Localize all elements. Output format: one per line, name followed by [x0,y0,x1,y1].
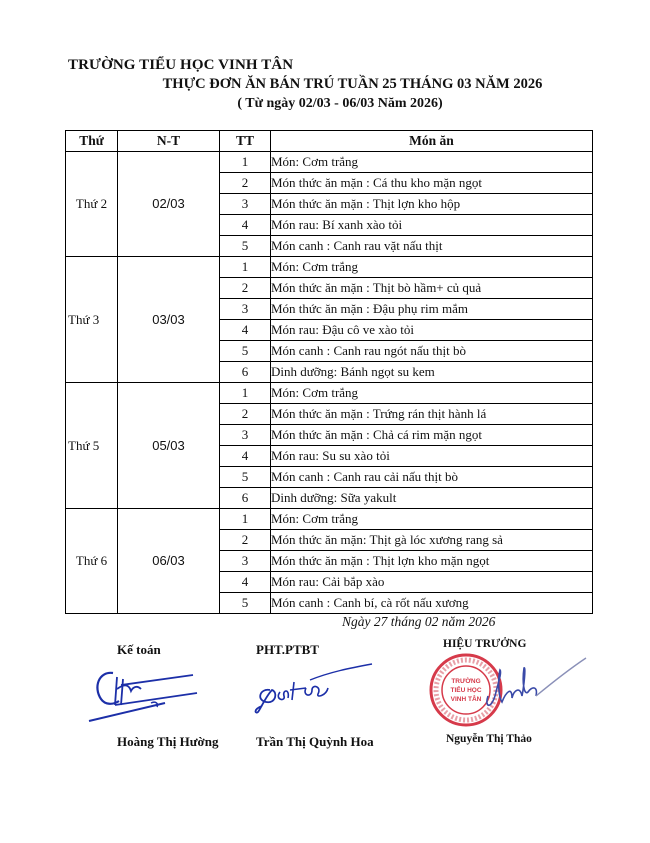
svg-text:VINH TÂN: VINH TÂN [450,696,482,703]
dish-cell: Món rau: Bí xanh xào tỏi [271,215,593,236]
item-number: 4 [220,572,271,593]
dish-cell: Món rau: Đậu cô ve xào tỏi [271,320,593,341]
svg-text:TRƯỜNG: TRƯỜNG [451,678,481,685]
dish-cell: Món: Cơm trắng [271,509,593,530]
table-row [66,257,593,278]
dish-cell: Món canh : Canh rau ngót nấu thịt bò [271,341,593,362]
day-cell: Thứ 3 [66,257,118,383]
table-row [66,383,593,404]
dish-cell: Món thức ăn mặn : Đậu phụ rim mắm [271,299,593,320]
date-cell: 02/03 [118,152,220,257]
school-name: TRƯỜNG TIỂU HỌC VINH TÂN [68,57,294,73]
col-header-tt: TT [220,131,271,152]
day-cell: Thứ 6 [66,509,118,614]
item-number: 6 [220,362,271,383]
dish-cell: Món: Cơm trắng [271,383,593,404]
table-row [66,509,593,530]
dish-cell: Món thức ăn mặn : Trứng rán thịt hành lá [271,404,593,425]
day-cell: Thứ 2 [66,152,118,257]
signer-title-vice-principal: PHT.PTBT [256,642,319,657]
signer-title-accountant: Kế toán [117,642,161,657]
dish-cell: Món thức ăn mặn : Thịt bò hầm+ củ quả [271,278,593,299]
col-header-nt: N-T [118,131,220,152]
menu-title: THỰC ĐƠN ĂN BÁN TRÚ TUẦN 25 THÁNG 03 NĂM 2026 [162,76,543,92]
dish-cell: Món thức ăn mặn : Thịt lợn kho hộp [271,194,593,215]
dish-cell: Món canh : Canh bí, cà rốt nấu xương [271,593,593,614]
dish-cell: Món thức ăn mặn : Cá thu kho mặn ngọt [271,173,593,194]
dish-cell: Món: Cơm trắng [271,152,593,173]
signer-name-principal: Nguyễn Thị Thảo [446,733,532,745]
item-number: 5 [220,341,271,362]
item-number: 1 [220,257,271,278]
date-cell: 06/03 [118,509,220,614]
signer-name-vice-principal: Trần Thị Quỳnh Hoa [256,734,374,749]
dish-cell: Món thức ăn mặn : Chả cá rim mặn ngọt [271,425,593,446]
item-number: 2 [220,404,271,425]
item-number: 5 [220,467,271,488]
item-number: 1 [220,152,271,173]
dish-cell: Món rau: Su su xào tỏi [271,446,593,467]
table-header-row [66,131,593,152]
dish-cell: Món thức ăn mặn: Thịt gà lóc xương rang sả [271,530,593,551]
signer-name-accountant: Hoàng Thị Hường [117,734,219,749]
dish-cell: Món: Cơm trắng [271,257,593,278]
date-range: ( Từ ngày 02/03 - 06/03 Năm 2026) [237,96,443,111]
item-number: 4 [220,320,271,341]
item-number: 2 [220,530,271,551]
item-number: 4 [220,446,271,467]
dish-cell: Món canh : Canh rau cải nấu thịt bò [271,467,593,488]
item-number: 6 [220,488,271,509]
item-number: 5 [220,236,271,257]
menu-table [65,130,593,614]
date-cell: 05/03 [118,383,220,509]
signing-date: Ngày 27 tháng 02 năm 2026 [342,614,496,629]
item-number: 1 [220,509,271,530]
col-header-thu: Thứ [66,131,118,152]
day-cell: Thứ 5 [66,383,118,509]
date-cell: 03/03 [118,257,220,383]
item-number: 3 [220,425,271,446]
signer-title-principal: HIỆU TRƯỞNG [443,638,527,650]
item-number: 3 [220,194,271,215]
item-number: 4 [220,215,271,236]
item-number: 3 [220,551,271,572]
official-stamp-icon [428,652,588,732]
dish-cell: Dinh dưỡng: Sữa yakult [271,488,593,509]
item-number: 2 [220,173,271,194]
dish-cell: Dinh dưỡng: Bánh ngọt su kem [271,362,593,383]
table-row [66,152,593,173]
item-number: 2 [220,278,271,299]
item-number: 3 [220,299,271,320]
col-header-mon-an: Món ăn [271,131,593,152]
item-number: 5 [220,593,271,614]
signature-vice-principal-icon [250,660,375,720]
dish-cell: Món rau: Cải bắp xào [271,572,593,593]
dish-cell: Món thức ăn mặn : Thịt lợn kho mặn ngọt [271,551,593,572]
svg-text:TIỂU HỌC: TIỂU HỌC [450,687,482,694]
signature-accountant-icon [85,665,200,725]
item-number: 1 [220,383,271,404]
dish-cell: Món canh : Canh rau vặt nấu thịt [271,236,593,257]
